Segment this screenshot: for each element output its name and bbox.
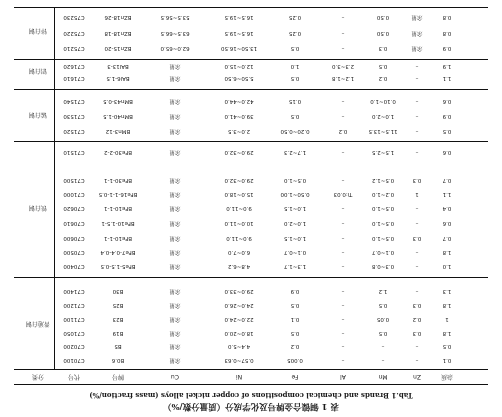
table-cell: 0.9 bbox=[442, 45, 452, 51]
table-cell: 0.5 bbox=[290, 45, 300, 51]
table-cell: – bbox=[415, 263, 419, 269]
table-rule bbox=[14, 384, 488, 385]
table-cell: B30 bbox=[112, 288, 124, 294]
table-cell: 0.7 bbox=[442, 177, 452, 183]
table-rule bbox=[14, 59, 488, 60]
table-cell: 9.0~11.0 bbox=[226, 235, 252, 241]
table-cell: 余量 bbox=[169, 98, 181, 104]
table-cell: 余量 bbox=[169, 177, 181, 183]
table-cell: 1.8 bbox=[442, 330, 452, 336]
table-cell: 10.0~11.0 bbox=[224, 220, 254, 226]
table-cell: 0.2 bbox=[378, 75, 388, 81]
table-cell: 1.9 bbox=[442, 63, 452, 69]
table-cell: 0.15 bbox=[288, 98, 302, 104]
table-cell: – bbox=[341, 330, 345, 336]
table-cell: 0.3 bbox=[378, 45, 388, 51]
column-header: Zn bbox=[413, 373, 421, 380]
table-cell: 1.3~1.7 bbox=[283, 263, 307, 269]
table-cell: 余量 bbox=[169, 263, 181, 269]
table-cell: 余量 bbox=[169, 191, 181, 197]
table-cell: – bbox=[341, 149, 345, 155]
table-cell: 9.0~11.0 bbox=[226, 205, 252, 211]
table-cell: 余量 bbox=[411, 30, 423, 36]
column-header: 杂质 bbox=[441, 373, 454, 380]
table-cell: 1 bbox=[415, 191, 419, 197]
table-cell: 0.6 bbox=[442, 149, 452, 155]
table-cell: 0.3 bbox=[412, 177, 422, 183]
table-title-english: Tab.1 Brands and chemical compositions of copper nickel alloys (mass fraction/%) bbox=[89, 391, 413, 400]
table-cell: 0.5~1.2 bbox=[371, 177, 395, 183]
table-cell: C71610 bbox=[63, 75, 85, 81]
table-cell: 0.50 bbox=[376, 30, 390, 36]
table-cell: 0.1~0.7 bbox=[283, 249, 307, 255]
table-cell: B5 bbox=[114, 343, 122, 349]
column-header: 牌号 bbox=[112, 373, 125, 380]
table-cell: – bbox=[415, 220, 419, 226]
column-header: Mn bbox=[378, 373, 388, 380]
table-cell: BZn18-18 bbox=[104, 30, 132, 36]
table-cell: 余量 bbox=[169, 75, 181, 81]
table-cell: 62.0~65.0 bbox=[160, 45, 190, 51]
table-cell: 39.0~41.0 bbox=[224, 113, 254, 119]
table-cell: 余量 bbox=[169, 316, 181, 322]
table-cell: – bbox=[381, 357, 385, 363]
table-cell: C71200 bbox=[63, 302, 85, 308]
table-cell: 5.50~6.50 bbox=[224, 75, 254, 81]
table-cell: 余量 bbox=[169, 149, 181, 155]
table-cell: 0.9 bbox=[442, 113, 452, 119]
table-cell: 18.0~20.0 bbox=[224, 330, 254, 336]
table-cell: 余量 bbox=[169, 343, 181, 349]
table-cell: 0.5 bbox=[378, 63, 388, 69]
table-title-chinese: 表 1 铜镍合金牌号及化学成分（质量分数/%） bbox=[162, 401, 340, 411]
table-cell: 0.57~0.63 bbox=[224, 357, 254, 363]
table-cell: 0.1 bbox=[442, 357, 452, 363]
table-cell: 53.5~56.5 bbox=[160, 14, 190, 20]
table-cell: 29.0~32.0 bbox=[224, 177, 254, 183]
table-cell: BMn43-0.5 bbox=[103, 98, 133, 104]
table-cell: – bbox=[341, 302, 345, 308]
table-cell: 1.5~2.5 bbox=[371, 149, 395, 155]
table-cell: 0.5 bbox=[290, 302, 300, 308]
table-cell: C71510 bbox=[63, 149, 85, 155]
table-cell: 1.8 bbox=[442, 302, 452, 308]
column-header: 代号 bbox=[68, 373, 81, 380]
table-cell: 63.5~66.5 bbox=[160, 30, 190, 36]
table-cell: 1.8 bbox=[442, 249, 452, 255]
table-cell: BAl13-3 bbox=[107, 63, 129, 69]
group-label: 铝白铜 bbox=[29, 67, 48, 74]
table-cell: 0.7 bbox=[442, 235, 452, 241]
table-rule bbox=[14, 7, 488, 8]
table-cell: 0.5~1.0 bbox=[371, 220, 395, 226]
table-cell: 0.5 bbox=[442, 128, 452, 134]
table-rule bbox=[14, 89, 488, 90]
table-cell: 6.0~7.0 bbox=[227, 249, 251, 255]
table-cell: – bbox=[341, 220, 345, 226]
table-cell: C75220 bbox=[63, 30, 85, 36]
table-cell: 0.1 bbox=[290, 316, 300, 322]
table-rule bbox=[14, 141, 488, 142]
table-cell: 29.0~32.0 bbox=[224, 149, 254, 155]
table-cell: 1.0~1.5 bbox=[283, 205, 307, 211]
table-cell: C70620 bbox=[63, 205, 85, 211]
table-cell: BZn18-26 bbox=[104, 14, 132, 20]
table-cell: B23 bbox=[112, 316, 124, 322]
group-label: 普通白铜 bbox=[25, 320, 50, 328]
table-cell: – bbox=[415, 357, 419, 363]
table-rule bbox=[14, 369, 488, 370]
table-cell: 0.5 bbox=[442, 343, 452, 349]
table-cell: – bbox=[415, 98, 419, 104]
table-cell: BFe30-2-2 bbox=[104, 149, 132, 155]
table-cell: 0.3~0.8 bbox=[371, 263, 395, 269]
table-cell: BMn3-12 bbox=[105, 128, 131, 134]
table-cell: 0.25 bbox=[288, 30, 302, 36]
table-cell: 0.5 bbox=[290, 330, 300, 336]
table-cell: 13.50~16.50 bbox=[220, 45, 258, 51]
table-cell: BAl6-1.5 bbox=[106, 75, 130, 81]
table-cell: 1.2~1.8 bbox=[331, 75, 355, 81]
table-cell: 16.5~19.5 bbox=[224, 14, 254, 20]
column-header: 分类 bbox=[32, 373, 45, 380]
table-cell: C71520 bbox=[63, 128, 85, 134]
table-cell: 0.25 bbox=[288, 14, 302, 20]
table-cell: – bbox=[415, 63, 419, 69]
table-cell: – bbox=[341, 205, 345, 211]
column-header: Ni bbox=[235, 373, 243, 380]
table-cell: 1.7~2.3 bbox=[283, 149, 307, 155]
table-cell: – bbox=[415, 205, 419, 211]
table-cell: 0.5~1.0 bbox=[371, 205, 395, 211]
table-cell: – bbox=[415, 128, 419, 134]
table-cell: 余量 bbox=[169, 235, 181, 241]
table-cell: 0.6 bbox=[442, 220, 452, 226]
group-label: 锰白铜 bbox=[29, 111, 48, 118]
table-cell: BFe10-1-1 bbox=[104, 235, 132, 241]
table-cell: – bbox=[415, 149, 419, 155]
table-cell: C71530 bbox=[63, 113, 85, 119]
table-cell: – bbox=[415, 75, 419, 81]
table-cell: 0.1~0.7 bbox=[371, 249, 395, 255]
table-cell: 29.0~33.0 bbox=[224, 288, 254, 294]
table-cell: 0.5~1.0 bbox=[283, 177, 307, 183]
table-cell: 余量 bbox=[169, 249, 181, 255]
table-cell: C71620 bbox=[63, 63, 85, 69]
table-cell: 0.2 bbox=[338, 128, 348, 134]
table-cell: – bbox=[341, 14, 345, 20]
table-cell: C75210 bbox=[63, 45, 85, 51]
table-cell: – bbox=[415, 288, 419, 294]
table-cell: – bbox=[341, 316, 345, 322]
table-cell: Ti:0.03 bbox=[333, 191, 353, 197]
table-cell: 0.2 bbox=[412, 316, 422, 322]
table-cell: B0.6 bbox=[111, 357, 125, 363]
table-cell: 4.8~6.2 bbox=[227, 263, 251, 269]
table-cell: 余量 bbox=[169, 113, 181, 119]
table-cell: 16.5~19.5 bbox=[224, 30, 254, 36]
table-cell: BFe10-1.5-1 bbox=[101, 220, 135, 226]
table-cell: 0.5 bbox=[378, 330, 388, 336]
table-cell: C70200 bbox=[63, 343, 85, 349]
table-cell: – bbox=[341, 249, 345, 255]
table-cell: – bbox=[341, 113, 345, 119]
table-cell: 余量 bbox=[411, 45, 423, 51]
group-label: 铁白铜 bbox=[29, 204, 48, 211]
table-cell: – bbox=[341, 288, 345, 294]
table-cell: 0.6 bbox=[442, 98, 452, 104]
table-cell: 0.2~1.0 bbox=[371, 191, 395, 197]
table-cell: – bbox=[415, 249, 419, 255]
table-cell: – bbox=[341, 98, 345, 104]
table-cell: 0.3 bbox=[412, 330, 422, 336]
table-cell: 0.5 bbox=[290, 113, 300, 119]
table-cell: 1.0~1.5 bbox=[283, 235, 307, 241]
table-cell: 1.0 bbox=[442, 263, 452, 269]
table-cell: 0.05 bbox=[376, 316, 390, 322]
table-cell: 12.0~15.0 bbox=[224, 63, 254, 69]
table-cell: C70400 bbox=[63, 263, 85, 269]
table-cell: – bbox=[341, 263, 345, 269]
table-cell: 0.5~1.0 bbox=[371, 235, 395, 241]
table-cell: 余量 bbox=[169, 330, 181, 336]
table-cell: BFe10-1-1 bbox=[104, 205, 132, 211]
table-cell: 1.0 bbox=[290, 63, 300, 69]
table-cell: 1.3 bbox=[442, 288, 452, 294]
table-cell: C71050 bbox=[63, 330, 85, 336]
table-cell: – bbox=[381, 343, 385, 349]
table-cell: 15.0~18.0 bbox=[224, 191, 254, 197]
table-cell: 0.8 bbox=[442, 14, 452, 20]
table-cell: – bbox=[341, 343, 345, 349]
table-cell: BFe16-1-1-0.5 bbox=[98, 191, 138, 197]
table-cell: 1.0~2.0 bbox=[283, 220, 307, 226]
group-label: 锌白铜 bbox=[29, 27, 48, 35]
table-cell: 0.3 bbox=[412, 302, 422, 308]
table-cell: – bbox=[341, 45, 345, 51]
table-cell: 0.50~1.00 bbox=[280, 191, 310, 197]
table-cell: 0.3 bbox=[412, 235, 422, 241]
table-cell: 0.2 bbox=[290, 343, 300, 349]
table-cell: 4.4~5.0 bbox=[227, 343, 251, 349]
table-cell: 余量 bbox=[169, 288, 181, 294]
table-cell: BFe5-1.5-0.5 bbox=[100, 263, 136, 269]
table-cell: C71400 bbox=[63, 288, 85, 294]
table-cell: 0.20~0.50 bbox=[280, 128, 310, 134]
table-cell: – bbox=[341, 30, 345, 36]
table-cell: C70600 bbox=[63, 235, 85, 241]
table-cell: – bbox=[415, 343, 419, 349]
table-cell: B25 bbox=[112, 302, 124, 308]
table-cell: 0.10~1.0 bbox=[370, 98, 396, 104]
table-cell: 24.0~26.0 bbox=[224, 302, 254, 308]
table-cell: – bbox=[341, 177, 345, 183]
table-cell: 余量 bbox=[169, 128, 181, 134]
table-cell: 0.5 bbox=[378, 302, 388, 308]
table-cell: 42.0~44.0 bbox=[224, 98, 254, 104]
table-cell: 余量 bbox=[169, 63, 181, 69]
table-cell: BMn40-1.5 bbox=[103, 113, 133, 119]
table-cell: 0.50 bbox=[376, 14, 390, 20]
column-header: Cu bbox=[171, 373, 179, 380]
table-cell: – bbox=[341, 235, 345, 241]
table-cell: C70100 bbox=[63, 357, 85, 363]
table-cell: 1 bbox=[445, 316, 449, 322]
table-cell: 1.1 bbox=[442, 191, 452, 197]
table-cell: C70500 bbox=[63, 249, 85, 255]
table-cell: 1.0~2.0 bbox=[371, 113, 395, 119]
table-cell: – bbox=[341, 357, 345, 363]
table-cell: B19 bbox=[112, 330, 124, 336]
table-cell: 0.5 bbox=[290, 75, 300, 81]
table-cell: C71000 bbox=[63, 191, 85, 197]
table-cell: C71540 bbox=[63, 98, 85, 104]
table-cell: C71100 bbox=[63, 316, 85, 322]
table-cell: 22.0~24.0 bbox=[224, 316, 254, 322]
table-cell: 余量 bbox=[411, 14, 423, 20]
table-cell: 0.8 bbox=[442, 30, 452, 36]
table-cell: C70610 bbox=[63, 220, 85, 226]
table-cell: 0.9 bbox=[290, 288, 300, 294]
table-cell: 0.4 bbox=[442, 205, 452, 211]
table-cell: 余量 bbox=[169, 302, 181, 308]
table-cell: C71500 bbox=[63, 177, 85, 183]
table-cell: BFe7-0.4-0.4 bbox=[100, 249, 136, 255]
table-cell: BFe30-1-1 bbox=[104, 177, 132, 183]
table-cell: 0.005 bbox=[287, 357, 303, 363]
table-cell: 2.0~3.5 bbox=[227, 128, 251, 134]
column-header: Al bbox=[340, 373, 346, 380]
table-cell: 2.3~3.0 bbox=[331, 63, 355, 69]
table-cell: 余量 bbox=[169, 220, 181, 226]
table-cell: C75230 bbox=[63, 14, 85, 20]
table-cell: 余量 bbox=[169, 357, 181, 363]
table-cell: BZn15-20 bbox=[104, 45, 132, 51]
column-header: Fe bbox=[291, 373, 299, 380]
table-rule bbox=[14, 277, 488, 278]
table-cell: 1.1 bbox=[442, 75, 452, 81]
table-cell: – bbox=[415, 113, 419, 119]
table-cell: 1.2 bbox=[378, 288, 388, 294]
table-cell: 11.5~13.5 bbox=[368, 128, 398, 134]
table-cell: 余量 bbox=[169, 205, 181, 211]
